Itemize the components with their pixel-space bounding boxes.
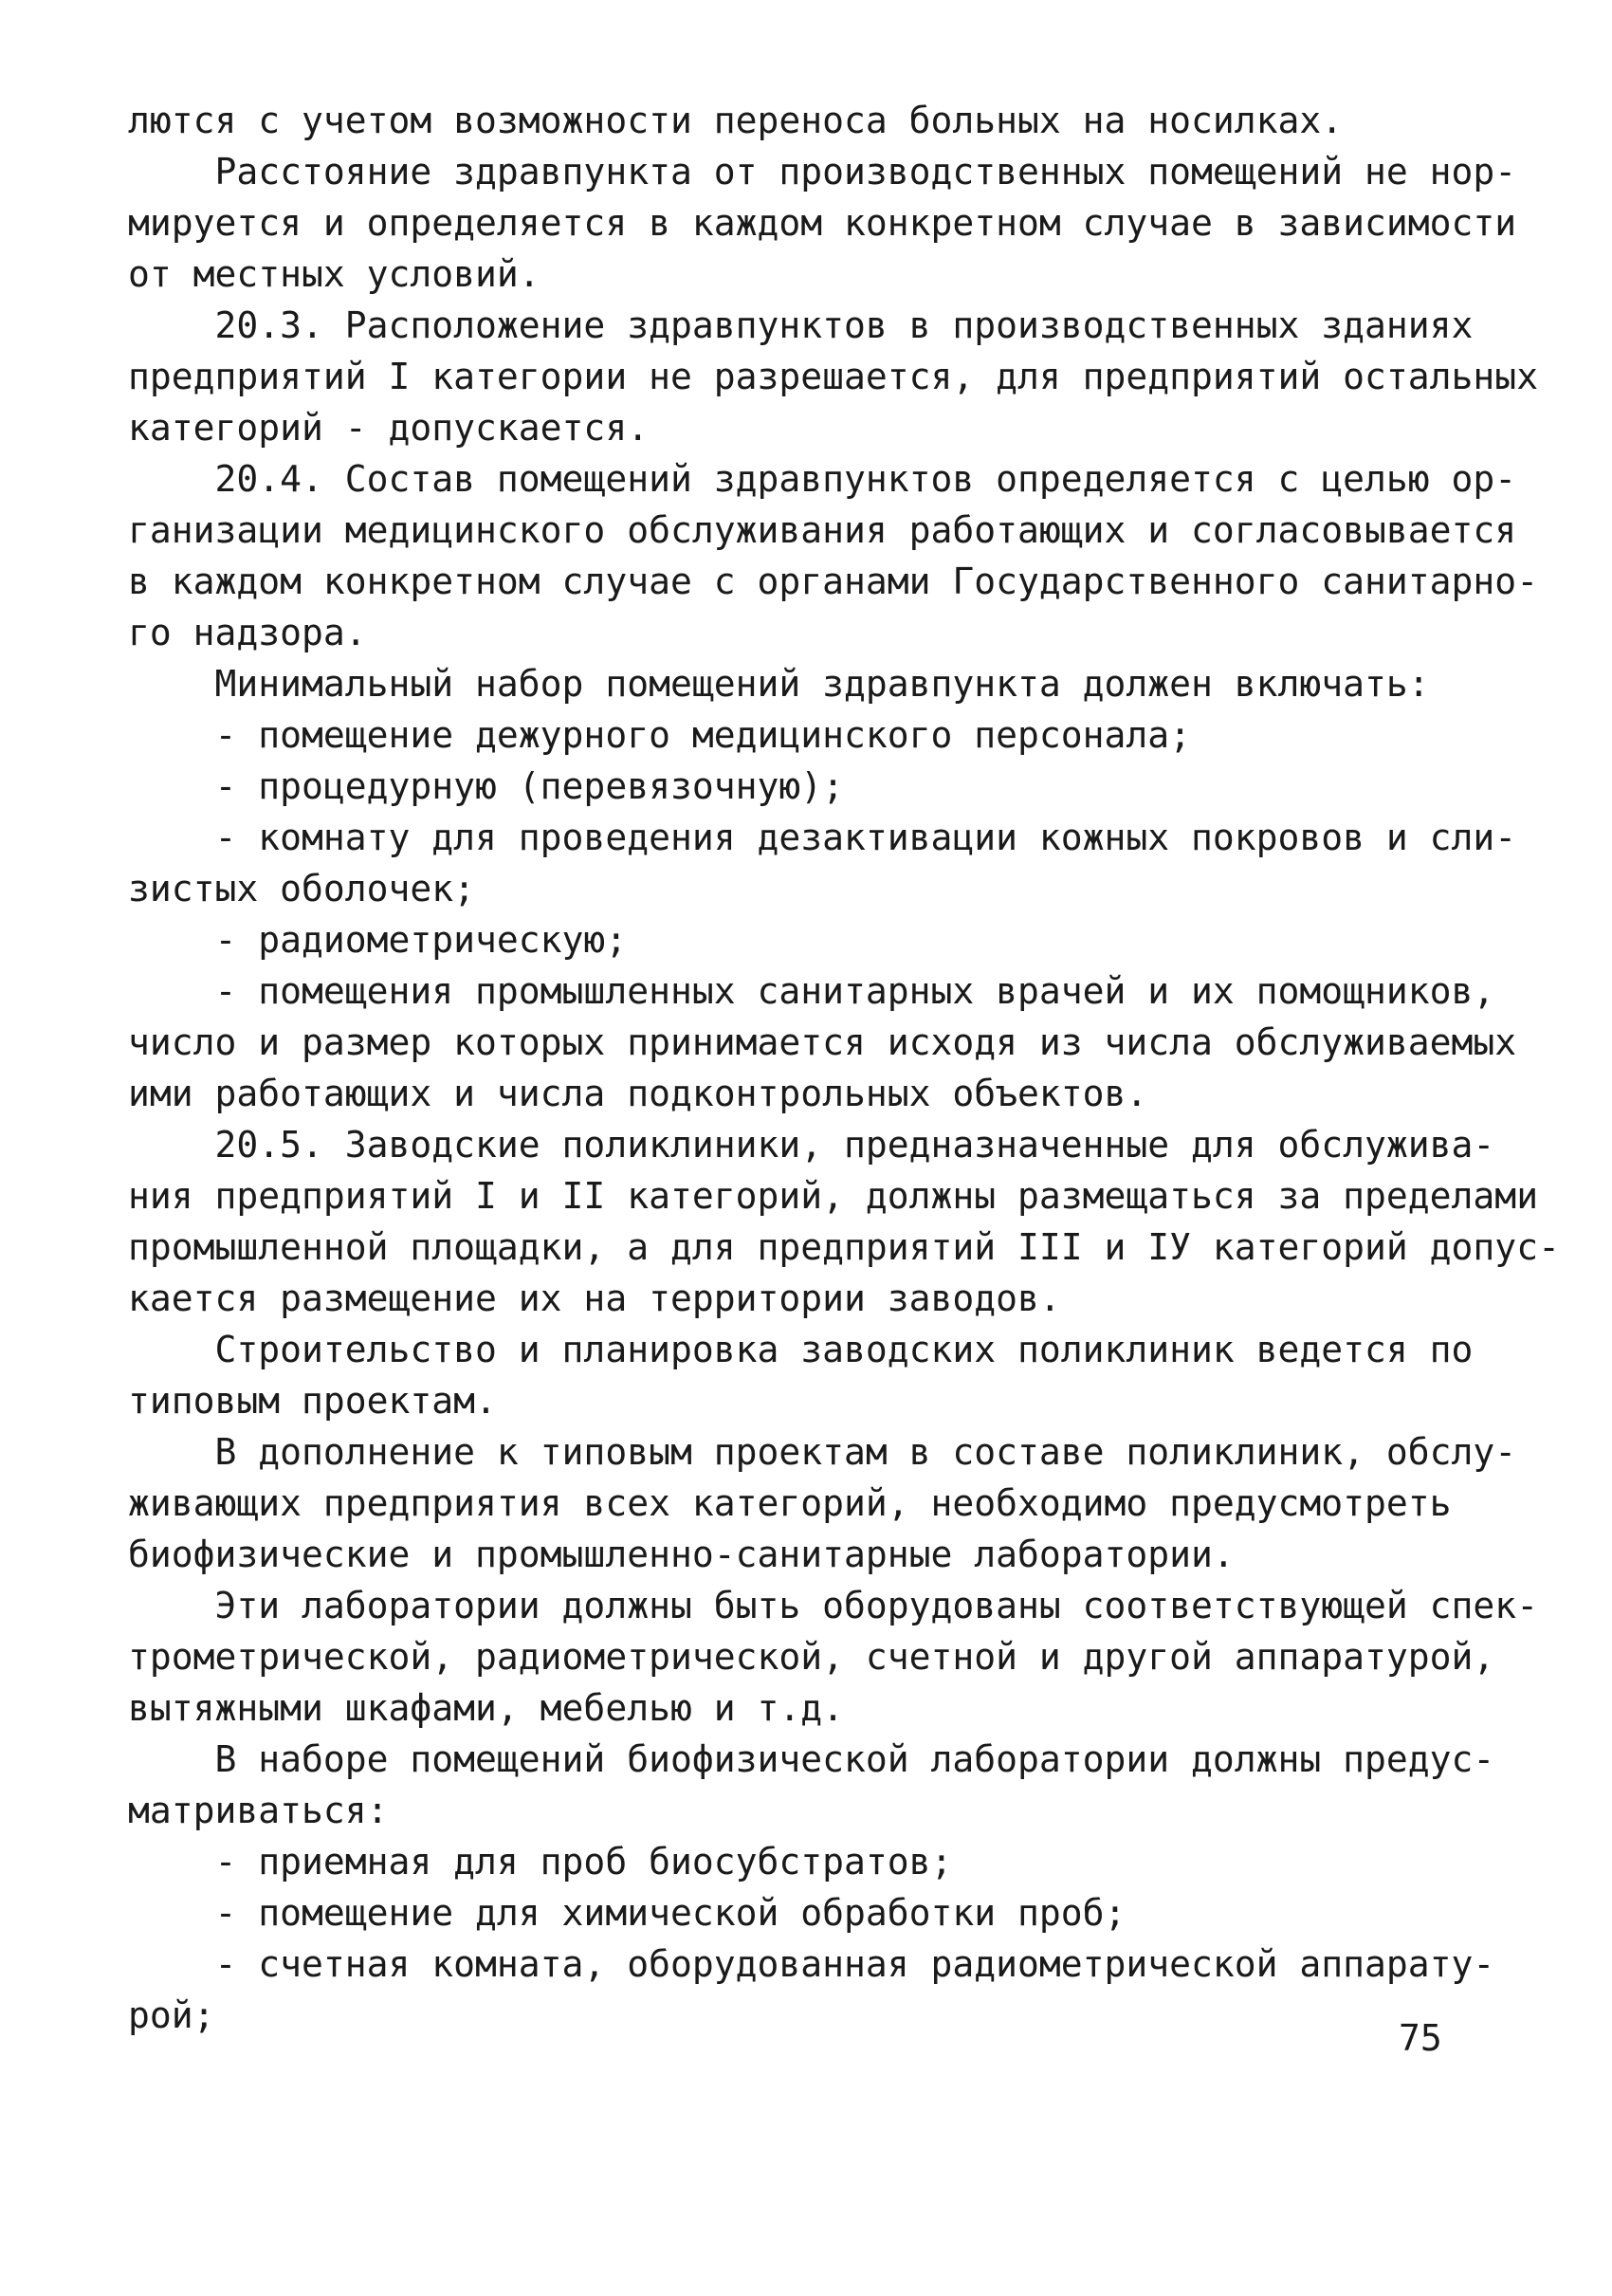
text-line: ими работающих и числа подконтрольных объектов. bbox=[128, 1073, 1148, 1114]
list-item: - процедурную (перевязочную); bbox=[128, 765, 844, 807]
list-item: - счетная комната, оборудованная радиометрической аппарату- bbox=[128, 1943, 1495, 1985]
text-line: категорий - допускается. bbox=[128, 407, 650, 449]
text-line: кается размещение их на территории заводов. bbox=[128, 1277, 1061, 1319]
section-heading-line: 20.3. Расположение здравпунктов в производственных зданиях bbox=[128, 304, 1474, 346]
text-line: ния предприятий I и II категорий, должны размещаться за пределами bbox=[128, 1175, 1539, 1217]
list-item: - помещение дежурного медицинского персонала; bbox=[128, 714, 1192, 756]
text-line: В наборе помещений биофизической лаборатории должны предус- bbox=[128, 1738, 1495, 1780]
text-line: живающих предприятия всех категорий, необходимо предусмотреть bbox=[128, 1482, 1452, 1524]
text-line: от местных условий. bbox=[128, 253, 540, 295]
text-line: вытяжными шкафами, мебелью и т.д. bbox=[128, 1687, 844, 1729]
text-line: промышленной площадки, а для предприятий III и IУ категорий допус- bbox=[128, 1226, 1560, 1268]
text-line: трометрической, радиометрической, счетной и другой аппаратурой, bbox=[128, 1636, 1495, 1678]
list-item: - комнату для проведения дезактивации кожных покровов и сли- bbox=[128, 817, 1517, 858]
text-line: число и размер которых принимается исходя из числа обслуживаемых bbox=[128, 1021, 1517, 1063]
text-line: в каждом конкретном случае с органами Государственного санитарно- bbox=[128, 560, 1539, 602]
section-heading-line: 20.4. Состав помещений здравпунктов определяется с целью ор- bbox=[128, 458, 1517, 500]
text-line: предприятий I категории не разрешается, для предприятий остальных bbox=[128, 356, 1539, 397]
body-text bbox=[128, 95, 1560, 2041]
text-line: ганизации медицинского обслуживания работающих и согласовывается bbox=[128, 509, 1517, 551]
text-line: Строительство и планировка заводских поликлиник ведется по bbox=[128, 1329, 1474, 1370]
text-line: лются с учетом возможности переноса больных на носилках. bbox=[128, 100, 1344, 141]
text-line: рой; bbox=[128, 1994, 215, 2036]
text-line: зистых оболочек; bbox=[128, 868, 476, 909]
list-item: - помещения промышленных санитарных врачей и их помощников, bbox=[128, 970, 1495, 1012]
page-number: 75 bbox=[1399, 2017, 1442, 2059]
section-heading-line: 20.5. Заводские поликлиники, предназначенные для обслужива- bbox=[128, 1124, 1495, 1166]
text-line: биофизические и промышленно-санитарные лаборатории. bbox=[128, 1534, 1235, 1575]
text-line: мируется и определяется в каждом конкретном случае в зависимости bbox=[128, 202, 1517, 244]
list-item: - приемная для проб биосубстратов; bbox=[128, 1841, 953, 1883]
text-line: Расстояние здравпункта от производственных помещений не нор- bbox=[128, 151, 1517, 193]
text-line: В дополнение к типовым проектам в составе поликлиник, обслу- bbox=[128, 1431, 1517, 1473]
text-line: Эти лаборатории должны быть оборудованы соответствующей спек- bbox=[128, 1585, 1539, 1626]
list-item: - помещение для химической обработки проб; bbox=[128, 1892, 1127, 1934]
text-line: матриваться: bbox=[128, 1790, 389, 1831]
text-line: Минимальный набор помещений здравпункта должен включать: bbox=[128, 663, 1430, 705]
text-line: го надзора. bbox=[128, 612, 367, 653]
list-item: - радиометрическую; bbox=[128, 919, 628, 961]
text-line: типовым проектам. bbox=[128, 1380, 497, 1422]
